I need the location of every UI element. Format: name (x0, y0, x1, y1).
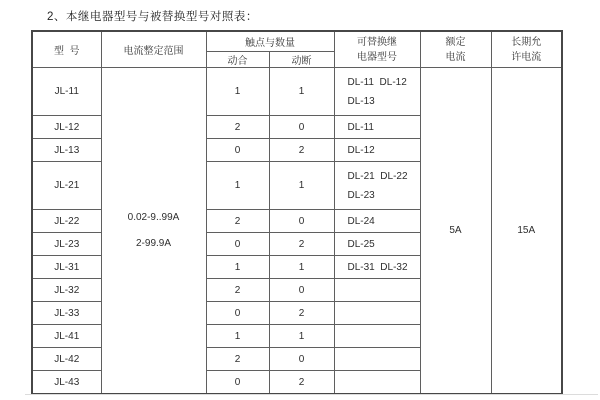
cell-contact-no: 1 (206, 256, 269, 279)
cell-replaceable (334, 302, 420, 325)
header-model (32, 31, 101, 68)
header-longterm-current (491, 31, 562, 68)
cell-contact-no: 2 (206, 348, 269, 371)
cell-contact-no: 0 (206, 371, 269, 395)
cell-model: JL-43 (32, 371, 101, 395)
header-longterm-line1: 长期允 (511, 36, 542, 48)
header-contact-nc (269, 52, 334, 68)
table-body (32, 68, 562, 395)
cell-model: JL-42 (32, 348, 101, 371)
header-contact-no-label: 动合 (227, 56, 248, 67)
cell-model: JL-32 (32, 279, 101, 302)
header-contact-nc-label: 动断 (291, 56, 312, 67)
cell-replaceable (334, 348, 420, 371)
cell-contact-nc: 2 (269, 371, 334, 395)
cell-contact-no: 1 (206, 162, 269, 210)
header-model-label: 型 号 (53, 46, 80, 57)
cell-contact-nc: 1 (269, 68, 334, 116)
header-longterm-line2: 许电流 (511, 51, 542, 63)
header-contacts-group (206, 31, 334, 52)
header-current-range (101, 31, 206, 68)
cell-contact-nc: 1 (269, 325, 334, 348)
cell-contact-nc: 2 (269, 139, 334, 162)
cell-replaceable-line: DL-25 (347, 238, 375, 250)
cell-replaceable (334, 325, 420, 348)
cell-contact-no: 1 (206, 68, 269, 116)
cell-model: JL-12 (32, 116, 101, 139)
cell-model: JL-23 (32, 233, 101, 256)
cell-contact-no: 2 (206, 210, 269, 233)
cell-contact-nc: 0 (269, 116, 334, 139)
cell-contact-no: 1 (206, 325, 269, 348)
cell-replaceable (334, 371, 420, 395)
header-current-range-label: 电流整定范围 (123, 46, 184, 57)
cell-replaceable-line: DL-24 (347, 215, 375, 227)
cell-replaceable (334, 162, 420, 210)
header-contact-no (206, 52, 269, 68)
cell-replaceable (334, 256, 420, 279)
cell-model: JL-13 (32, 139, 101, 162)
cell-model: JL-21 (32, 162, 101, 210)
header-contacts-group-label: 触点与数量 (245, 38, 295, 49)
cell-current-range-line: 0.02-9..99A (127, 211, 180, 223)
cell-contact-nc: 1 (269, 162, 334, 210)
table-title: 2、本继电器型号与被替换型号对照表： (47, 11, 258, 23)
page-edge-line (25, 394, 598, 395)
cell-contact-nc: 0 (269, 279, 334, 302)
cell-model: JL-41 (32, 325, 101, 348)
relay-comparison-table (31, 30, 563, 395)
header-replaceable-line2: 电器型号 (357, 51, 397, 63)
cell-model: JL-31 (32, 256, 101, 279)
table-header (32, 31, 562, 68)
cell-contact-nc: 2 (269, 302, 334, 325)
cell-model: JL-22 (32, 210, 101, 233)
cell-replaceable (334, 279, 420, 302)
cell-replaceable (334, 116, 420, 139)
cell-replaceable-line: DL-12 (347, 144, 375, 156)
cell-contact-no: 2 (206, 279, 269, 302)
cell-replaceable-line: DL-23 (347, 189, 375, 201)
header-replaceable (334, 31, 420, 68)
cell-replaceable-line: DL-13 (347, 95, 375, 107)
header-row-1 (32, 31, 562, 52)
cell-contact-nc: 2 (269, 233, 334, 256)
cell-contact-no: 2 (206, 116, 269, 139)
cell-contact-nc: 1 (269, 256, 334, 279)
cell-current-range-line: 2-99.9A (135, 237, 172, 249)
cell-current-range (101, 68, 206, 395)
cell-replaceable (334, 139, 420, 162)
cell-longterm-current: 15A (491, 68, 562, 395)
cell-model: JL-33 (32, 302, 101, 325)
table-row (32, 68, 562, 116)
cell-contact-no: 0 (206, 302, 269, 325)
cell-contact-no: 0 (206, 233, 269, 256)
cell-replaceable-line: DL-21 DL-22 (347, 170, 408, 182)
cell-replaceable (334, 210, 420, 233)
cell-replaceable-line: DL-11 (347, 121, 374, 133)
header-rated-line1: 额定 (445, 36, 466, 48)
header-rated-line2: 电流 (445, 51, 466, 63)
cell-replaceable (334, 233, 420, 256)
header-replaceable-line1: 可替换继 (357, 36, 397, 48)
cell-replaceable (334, 68, 420, 116)
cell-contact-nc: 0 (269, 210, 334, 233)
cell-contact-nc: 0 (269, 348, 334, 371)
cell-rated-current: 5A (420, 68, 491, 395)
cell-model: JL-11 (32, 68, 101, 116)
cell-contact-no: 0 (206, 139, 269, 162)
cell-replaceable-line: DL-11 DL-12 (347, 76, 407, 88)
cell-replaceable-line: DL-31 DL-32 (347, 261, 408, 273)
header-rated-current (420, 31, 491, 68)
